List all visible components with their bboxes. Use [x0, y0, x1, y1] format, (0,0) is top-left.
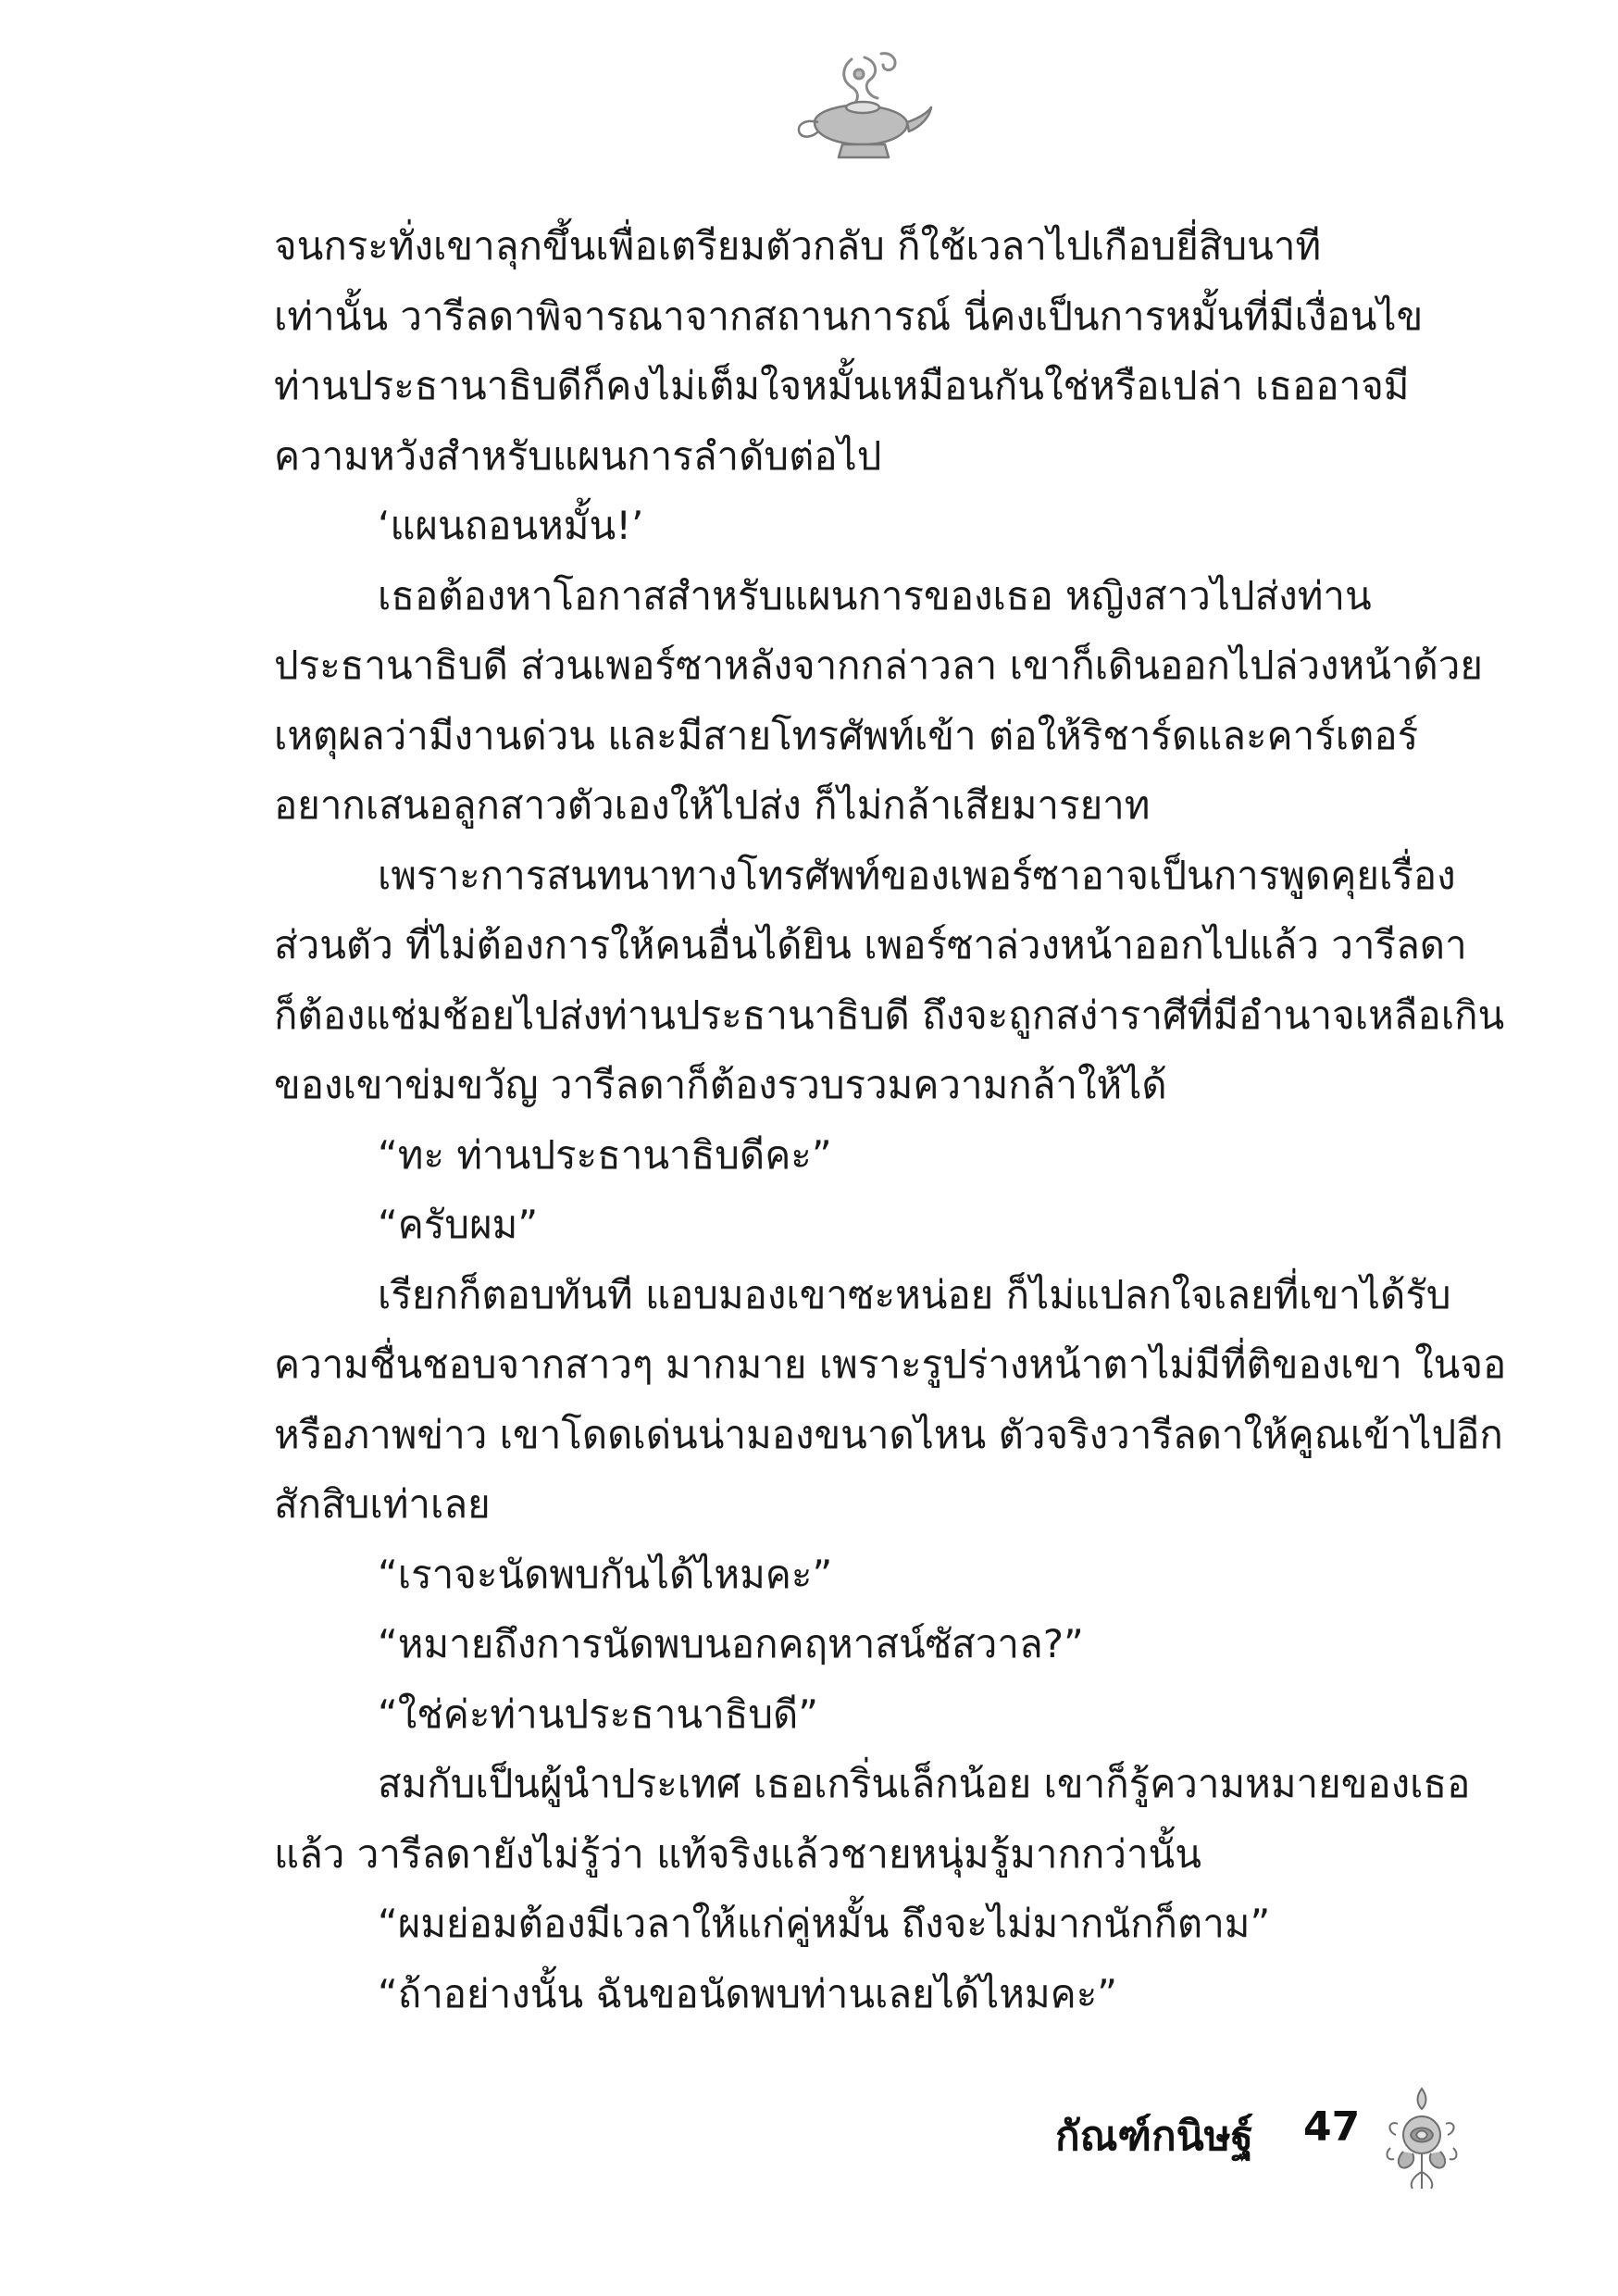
text-line: เหตุผลว่ามีงานด่วน และมีสายโทรศัพท์เข้า ต่อให้ริชาร์ดและคาร์เตอร์ — [274, 712, 1419, 758]
book-title: กัณฑ์กนิษฐ์ — [1055, 2113, 1253, 2160]
text-line: “เราจะนัดพบกันได้ไหมคะ” — [378, 1551, 833, 1597]
page-number: 47 — [1303, 2103, 1361, 2151]
text-line: “ใช่ค่ะท่านประธานาธิบดี” — [378, 1691, 819, 1737]
text-line: “ทะ ท่านประธานาธิบดีคะ” — [378, 1131, 832, 1178]
text-line: “ผมย่อมต้องมีเวลาให้แก่คู่หมั้น ถึงจะไม่มากนักก็ตาม” — [378, 1901, 1271, 1946]
text-line: สักสิบเท่าเลย — [274, 1481, 491, 1527]
text-line: ส่วนตัว ที่ไม่ต้องการให้คนอื่นได้ยิน เพอร์ซาล่วงหน้าออกไปแล้ว วารีลดา — [274, 922, 1467, 967]
text-line: “หมายถึงการนัดพบนอกคฤหาสน์ซัสวาล?” — [378, 1621, 1084, 1666]
text-line: แล้ว วารีลดายังไม่รู้ว่า แท้จริงแล้วชายหนุ่มรู้มากกว่านั้น — [274, 1830, 1201, 1877]
text-line: “ถ้าอย่างนั้น ฉันขอนัดพบท่านเลยได้ไหมคะ” — [378, 1970, 1118, 2016]
body-text — [274, 211, 1507, 2028]
text-line: ท่านประธานาธิบดีก็คงไม่เต็มใจหมั้นเหมือนกันใช่หรือเปล่า เธออาจมี — [274, 363, 1410, 408]
rose-ornament-icon — [1381, 2083, 1462, 2194]
text-line: ‘แผนถอนหมั้น!’ — [378, 503, 644, 548]
text-line: ก็ต้องแช่มช้อยไปส่งท่านประธานาธิบดี ถึงจะถูกสง่าราศีที่มีอำนาจเหลือเกิน — [274, 992, 1505, 1038]
text-line: สมกับเป็นผู้นำประเทศ เธอเกริ่นเล็กน้อย เขาก็รู้ความหมายของเธอ — [378, 1761, 1471, 1806]
text-line: เธอต้องหาโอกาสสำหรับแผนการของเธอ หญิงสาวไปส่งท่าน — [378, 572, 1372, 618]
text-line: เรียกก็ตอบทันที แอบมองเขาซะหน่อย ก็ไม่แปลกใจเลยที่เขาได้รับ — [378, 1271, 1451, 1317]
text-line: เพราะการสนทนาทางโทรศัพท์ของเพอร์ซาอาจเป็นการพูดคุยเรื่อง — [378, 852, 1456, 898]
text-line: ของเขาข่มขวัญ วารีลดาก็ต้องรวบรวมความกล้าให้ได้ — [274, 1062, 1167, 1107]
text-line: อยากเสนอลูกสาวตัวเองให้ไปส่ง ก็ไม่กล้าเสียมารยาท — [274, 782, 1151, 828]
text-line: เท่านั้น วารีลดาพิจารณาจากสถานการณ์ นี่คงเป็นการหมั้นที่มีเงื่อนไข — [274, 293, 1424, 339]
text-line: หรือภาพข่าว เขาโดดเด่นน่ามองขนาดไหน ตัวจริงวารีลดาให้คูณเข้าไปอีก — [274, 1411, 1503, 1457]
text-line: “ครับผม” — [378, 1202, 539, 1247]
text-line: จนกระทั่งเขาลุกขึ้นเพื่อเตรียมตัวกลับ ก็ใช้เวลาไปเกือบยี่สิบนาที — [274, 223, 1322, 268]
text-line: ความหวังสำหรับแผนการลำดับต่อไป — [274, 432, 882, 479]
text-line: ประธานาธิบดี ส่วนเพอร์ซาหลังจากกล่าวลา เขาก็เดินออกไปล่วงหน้าด้วย — [274, 643, 1483, 688]
page-footer — [1055, 2083, 1481, 2194]
genie-lamp-icon — [787, 48, 935, 168]
text-line: ความชื่นชอบจากสาวๆ มากมาย เพราะรูปร่างหน้าตาไม่มีที่ติของเขา ในจอ — [274, 1341, 1507, 1387]
